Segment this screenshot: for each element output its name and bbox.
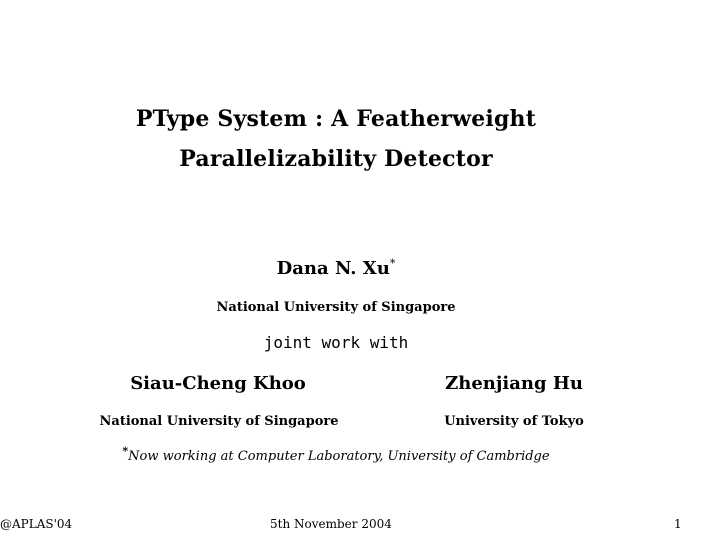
footnote-marker: * — [122, 444, 129, 458]
footer-venue: @APLAS'04 — [0, 517, 73, 531]
footnote — [0, 444, 672, 464]
footer-page-number: 1 — [674, 517, 682, 531]
author-name — [0, 258, 672, 279]
slide-title-line-1: PType System : A Featherweight — [135, 106, 537, 132]
coauthor-2-name: Zhenjiang Hu — [445, 373, 583, 394]
coauthor-1-name: Siau-Cheng Khoo — [130, 373, 306, 394]
slide-title-line-2: Parallelizability Detector — [179, 146, 493, 172]
author-name-text: Dana N. Xu — [276, 258, 390, 279]
footer-date: 5th November 2004 — [270, 517, 392, 531]
joint-work-label: joint work with — [263, 333, 409, 352]
author-affiliation: National University of Singapore — [216, 300, 456, 315]
coauthor-1-affiliation: National University of Singapore — [99, 414, 339, 429]
footnote-text: Now working at Computer Laboratory, University of Cambridge — [128, 449, 550, 464]
coauthor-2-affiliation: University of Tokyo — [444, 414, 584, 429]
author-footnote-marker: * — [389, 257, 396, 270]
